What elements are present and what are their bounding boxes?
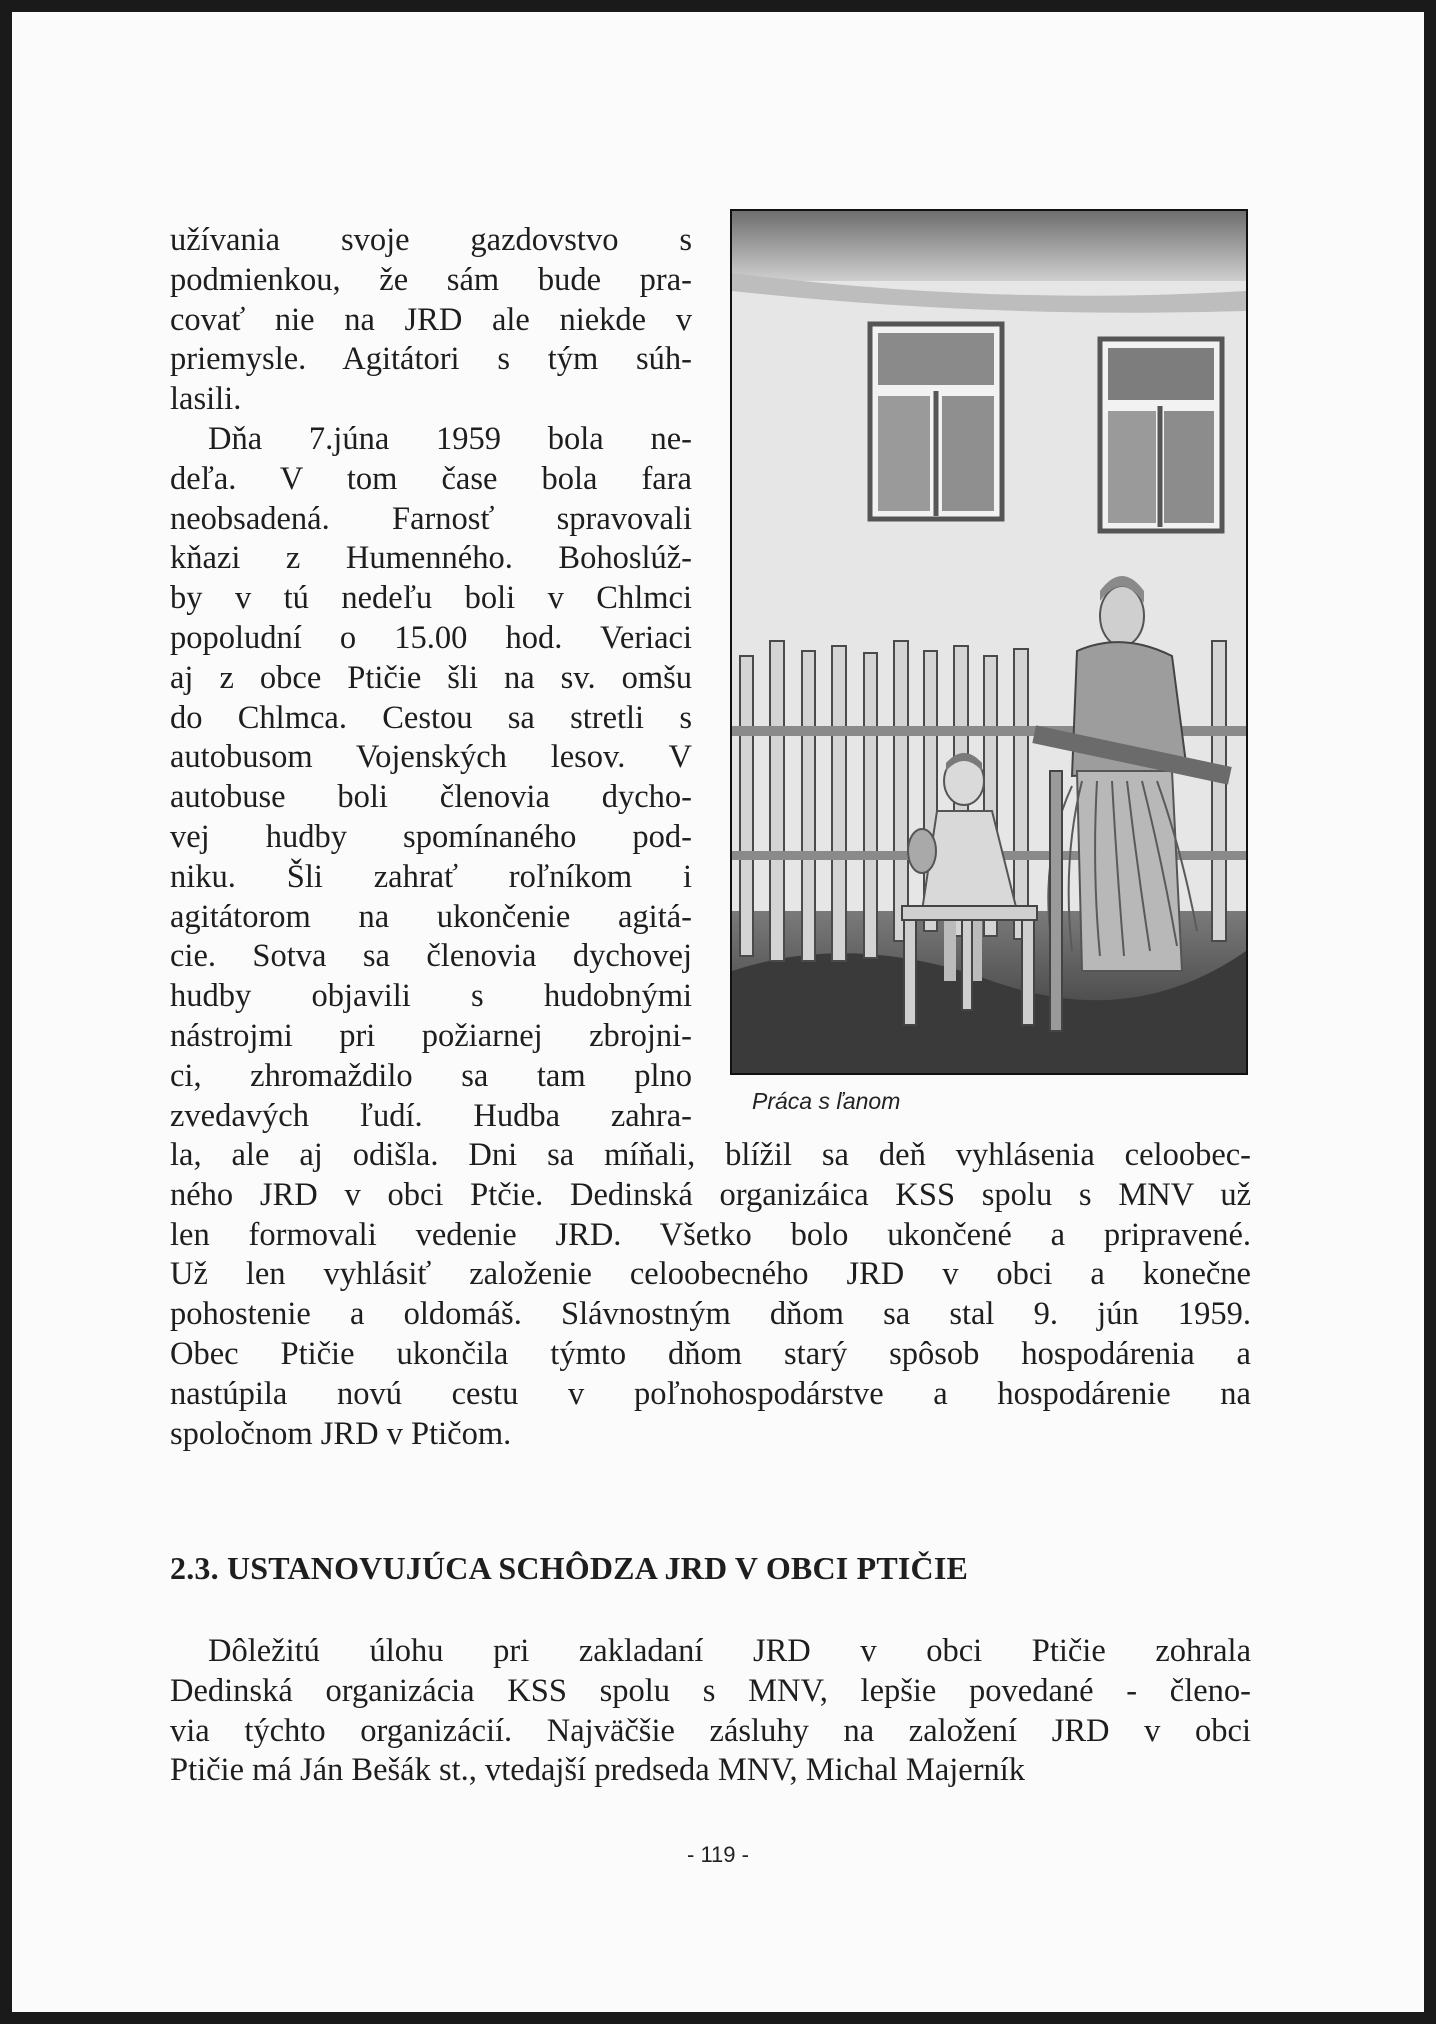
text-line: via týchto organizácií. Najväčšie zásluhy na založení JRD v obci [170,1712,1251,1749]
text-line: cie. Sotva sa členovia dychovej [170,938,692,975]
text-line: vej hudby spomínaného pod- [170,818,692,855]
text-line: Dedinská organizácia KSS spolu s MNV, lepšie povedané - členo- [170,1672,1251,1709]
text-line: pohostenie a oldomáš. Slávnostným dňom sa stal 9. jún 1959. [170,1296,1251,1333]
section-heading: 2.3. USTANOVUJÚCA SCHÔDZA JRD V OBCI PTIČIE [170,1550,969,1586]
text-line: kňazi z Humenného. Bohoslúž- [170,540,692,577]
section-body-text [170,1632,1251,1791]
photo-caption: Práca s ľanom [752,1088,901,1114]
text-line: podmienkou, že sám bude pra- [170,261,692,298]
text-line: covať nie na JRD ale niekde v [170,301,692,338]
text-line: Už len vyhlásiť založenie celoobecného JRD v obci a konečne [170,1256,1251,1293]
text-line: nástrojmi pri požiarnej zbrojni- [170,1017,692,1054]
text-line: hudby objavili s hudobnými [170,978,692,1015]
text-line: ci, zhromaždilo sa tam plno [170,1057,692,1094]
text-line: len formovali vedenie JRD. Všetko bolo ukončené a pripravené. [170,1216,1251,1253]
text-line: by v tú nedeľu boli v Chlmci [170,580,692,617]
text-line: lasili. [170,381,242,418]
text-line: priemysle. Agitátori s tým súh- [170,341,692,378]
window [1100,339,1222,531]
text-line: neobsadená. Farnosť spravovali [170,500,692,537]
text-line: zvedavých ľudí. Hudba zahra- [170,1097,692,1134]
text-line: užívania svoje gazdovstvo s [170,222,692,258]
text-line: ného JRD v obci Ptčie. Dedinská organizáica KSS spolu s MNV už [170,1176,1251,1213]
text-line: la, ale aj odišla. Dni sa míňali, blížil sa deň vyhlásenia celoobec- [170,1137,1251,1173]
historical-photo [730,209,1248,1075]
wooden-post [1050,771,1062,1031]
left-column-text [170,221,692,1136]
text-line: Dňa 7.júna 1959 bola ne- [208,420,692,457]
text-line: Dôležitú úlohu pri zakladaní JRD v obci Ptičie zohrala [208,1633,1251,1669]
text-line: nastúpila novú cestu v poľnohospodárstve a hospodárenie na [170,1375,1251,1412]
text-line: autobuse boli členovia dycho- [170,779,692,816]
page-number: - 119 - [687,1842,749,1867]
book-page [12,12,1424,2012]
text-line: autobusom Vojenských lesov. V [170,739,692,776]
text-line: Obec Ptičie ukončila týmto dňom starý spôsob hospodárenia a [170,1335,1251,1372]
window [870,324,1002,519]
text-line: niku. Šli zahrať roľníkom i [170,858,692,895]
text-line: deľa. V tom čase bola fara [170,460,692,497]
text-line: agitátorom na ukončenie agitá- [170,898,692,935]
full-width-text [170,1136,1251,1454]
text-line: spoločnom JRD v Ptičom. [170,1415,512,1452]
text-line: do Chlmca. Cestou sa stretli s [170,699,692,736]
photo-illustration [732,211,1246,1073]
text-line: popoludní o 15.00 hod. Veriaci [170,619,692,656]
text-line: aj z obce Ptičie šli na sv. omšu [170,659,692,696]
text-line: Ptičie má Ján Bešák st., vtedajší predseda MNV, Michal Majerník [170,1752,1026,1789]
